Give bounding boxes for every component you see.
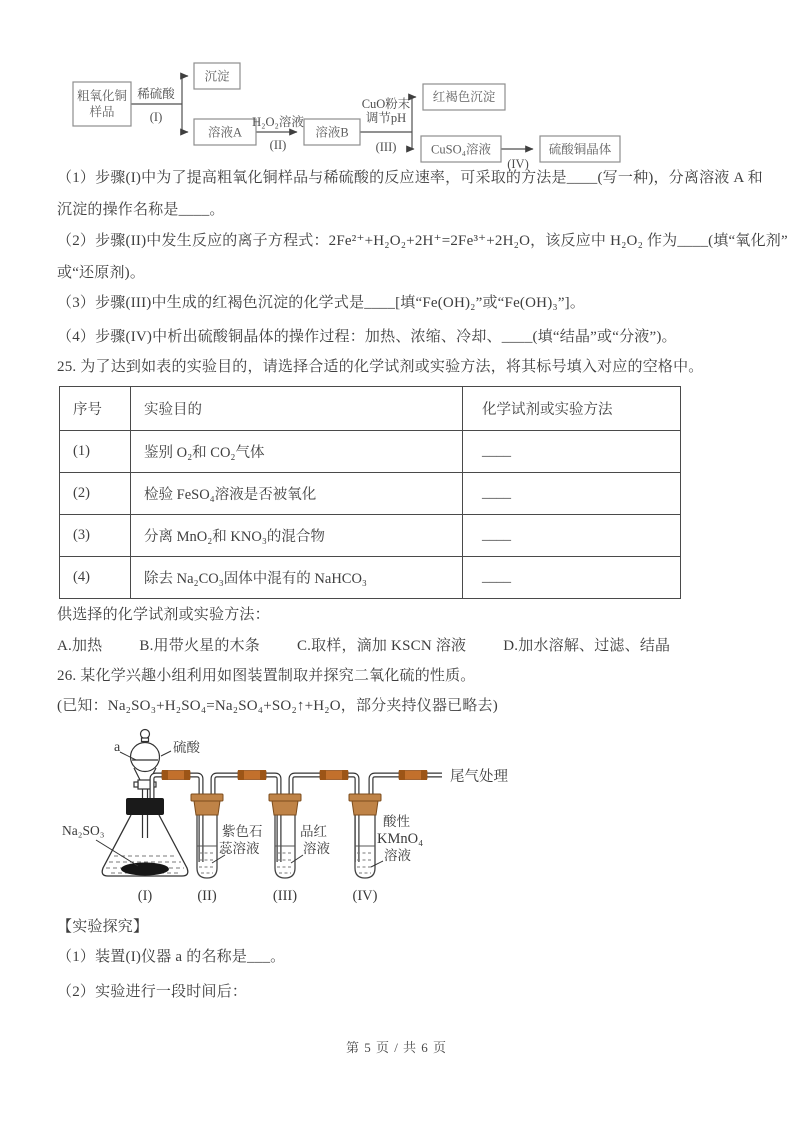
header-seq: 序号	[60, 387, 131, 431]
table-row	[60, 515, 681, 557]
row2-no: (2)	[60, 473, 131, 515]
row4-purpose: 除去 Na₂CO₃固体中混有的 NaHCO₃	[131, 557, 463, 599]
page-footer: 第 5 页 / 共 6 页	[345, 1040, 448, 1055]
kmno4-label-line1: 酸性	[383, 814, 410, 829]
kmno4-label-line3: 溶液	[384, 848, 411, 863]
q26-intro: 26. 某化学兴趣小组利用如图装置制取并探究二氧化硫的性质。	[57, 668, 476, 684]
cuso4-solution-label: CuSO₄溶液	[431, 142, 491, 157]
row3-no: (3)	[60, 515, 131, 557]
kmno4-label-line2: KMnO₄	[377, 831, 424, 847]
sample-label-line2: 样品	[89, 105, 115, 119]
row2-answer-blank: ____	[463, 473, 681, 515]
q25-options-row	[57, 636, 747, 657]
q25-note: 供选择的化学试剂或实验方法：	[57, 607, 270, 623]
sample-label-line1: 粗氧化铜	[76, 89, 128, 103]
litmus-label-line2: 蕊溶液	[219, 841, 260, 856]
step2-label: (II)	[269, 138, 287, 152]
option-b: B.用带火星的木条	[139, 638, 260, 654]
row3-purpose: 分离 MnO₂和 KNO₃的混合物	[131, 515, 463, 557]
na2so3-solid	[121, 863, 169, 876]
step2-reagent-label: H₂O₂溶液	[252, 115, 304, 129]
step4-label: (IV)	[507, 157, 529, 171]
option-a: A.加热	[57, 638, 103, 654]
q24-item1-line2: 沉淀的操作名称是____。	[57, 202, 225, 218]
option-c: C.取样，滴加 KSCN 溶液	[296, 638, 467, 654]
q26-sub2: （2）实验进行一段时间后：	[57, 984, 248, 1000]
fuchsin-label-line2: 溶液	[303, 841, 330, 856]
solution-a-label: 溶液A	[207, 125, 243, 140]
q24-item2-line1: （2）步骤(II)中发生反应的离子方程式：2Fe²⁺+H₂O₂+2H⁺=2Fe³⁺+2H₂O，该反应中 H₂O₂ 作为____(填“氧化剂”	[57, 233, 788, 249]
caption-apparatus-2: (II)	[197, 888, 217, 904]
step1-label: (I)	[149, 110, 163, 124]
rubber-stoppers	[191, 794, 381, 815]
fuchsin-label-line1: 品红	[300, 824, 327, 839]
table-row	[60, 431, 681, 473]
step3-reagent-label-line1: CuO粉末	[361, 97, 411, 111]
table-row	[60, 473, 681, 515]
copper-sulfate-crystal-label: 硫酸铜晶体	[548, 142, 612, 157]
row4-answer-blank: ____	[463, 557, 681, 599]
header-purpose: 实验目的	[131, 387, 463, 431]
row1-answer-blank: ____	[463, 431, 681, 473]
sulfuric-acid-label: 硫酸	[173, 740, 200, 755]
q25-intro: 25. 为了达到如表的实验目的，请选择合适的化学试剂或实验方法，将其标号填入对应的空格中。	[57, 359, 704, 375]
q26-sub1: （1）装置(I)仪器 a 的名称是___。	[57, 949, 286, 965]
caption-apparatus-4: (IV)	[352, 888, 378, 904]
option-d: D.加水溶解、过滤、结晶	[503, 638, 671, 654]
q24-item1-line1: （1）步骤(I)中为了提高粗氧化铜样品与稀硫酸的反应速率，可采取的方法是____(写一种)，分离溶液 A 和	[57, 170, 763, 186]
header-method: 化学试剂或实验方法	[463, 387, 681, 431]
q24-item4: （4）步骤(IV)中析出硫酸铜晶体的操作过程：加热、浓缩、冷却、____(填“结晶”或“分液”)。	[57, 329, 677, 345]
step3-label: (III)	[375, 140, 397, 154]
step3-reagent-label-line2: 调节pH	[365, 111, 407, 125]
row4-no: (4)	[60, 557, 131, 599]
solution-b-label: 溶液B	[315, 125, 349, 140]
na2so3-label: Na₂SO₃	[62, 823, 105, 838]
q24-item3: （3）步骤(III)中生成的红褐色沉淀的化学式是____[填“Fe(OH)₂”或“Fe(OH)₃”]。	[57, 295, 586, 311]
purification-flowchart	[50, 55, 750, 177]
litmus-label-line1: 紫色石	[222, 824, 263, 839]
tail-gas-label: 尾气处理	[450, 769, 508, 785]
caption-apparatus-3: (III)	[272, 888, 298, 904]
row1-no: (1)	[60, 431, 131, 473]
row2-purpose: 检验 FeSO₄溶液是否被氧化	[131, 473, 463, 515]
so2-apparatus-diagram	[50, 710, 750, 910]
q24-item2-line2: 或“还原剂)。	[57, 265, 146, 281]
table-row	[60, 557, 681, 599]
flask-stopper	[126, 798, 164, 815]
row3-answer-blank: ____	[463, 515, 681, 557]
precipitate-label: 沉淀	[204, 69, 230, 84]
step1-reagent-label: 稀硫酸	[137, 87, 175, 101]
q26-known-equation: (已知：Na₂SO₃+H₂SO₄=Na₂SO₄+SO₂↑+H₂O，部分夹持仪器已略去)	[57, 698, 498, 714]
separating-funnel	[131, 730, 160, 839]
caption-apparatus-1: (I)	[137, 888, 153, 904]
q26-section-title: 【实验探究】	[57, 919, 149, 935]
table-header-row	[60, 387, 681, 431]
q25-table	[59, 386, 681, 599]
funnel-a-label: a	[114, 740, 121, 755]
red-brown-precipitate-label: 红褐色沉淀	[432, 90, 496, 104]
erlenmeyer-flask	[102, 815, 188, 876]
row1-purpose: 鉴别 O₂和 CO₂气体	[131, 431, 463, 473]
